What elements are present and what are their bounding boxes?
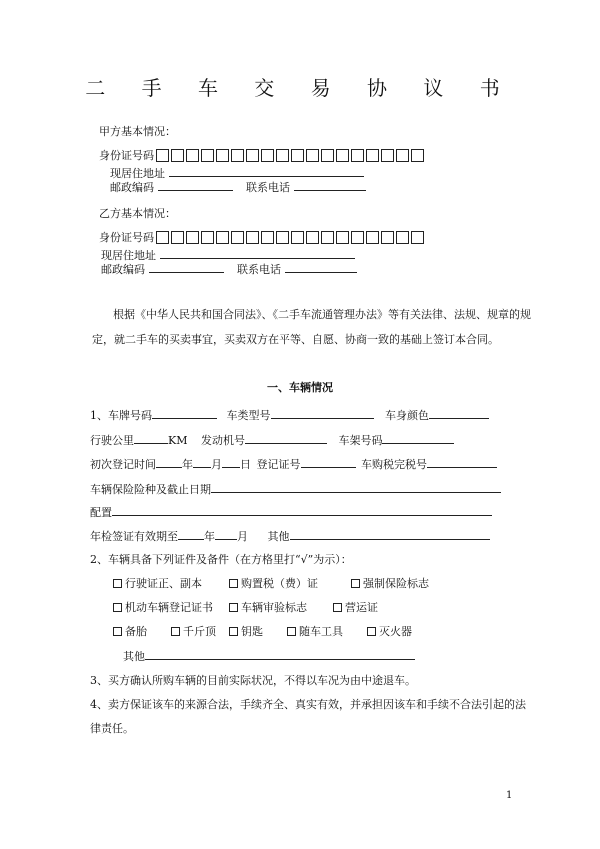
- reg-cert-label: 登记证号: [256, 458, 301, 471]
- checklist-item[interactable]: 车辆审验标志: [229, 599, 333, 615]
- vehicle-row-2: [90, 431, 454, 448]
- party-a-heading: 甲方基本情况：: [99, 125, 176, 138]
- party-a-address-label: 现居住地址: [110, 167, 165, 180]
- tax-field[interactable]: [427, 455, 497, 468]
- checkbox-icon[interactable]: [171, 627, 180, 636]
- checkbox-icon[interactable]: [229, 579, 238, 588]
- item-1-prefix: 1、: [90, 409, 108, 422]
- checkbox-icon[interactable]: [367, 627, 376, 636]
- intro-line-2: 定，就二手车的买卖事宜，买卖双方在平等、自愿、协商一致的基础上签订本合同。: [92, 333, 499, 346]
- party-b-id-boxes[interactable]: [156, 231, 426, 244]
- plate-label: 车牌号码: [108, 409, 152, 422]
- first-reg-month-field[interactable]: [193, 455, 211, 468]
- party-a-phone-field[interactable]: [294, 178, 366, 191]
- frame-label: 车架号码: [338, 434, 383, 447]
- mileage-unit: KM: [168, 434, 188, 447]
- type-field[interactable]: [271, 406, 374, 419]
- type-label: 车类型号: [226, 409, 271, 422]
- party-a-postcode-field[interactable]: [158, 178, 233, 191]
- checklist-other-field[interactable]: [145, 647, 415, 660]
- checklist-item[interactable]: 随车工具: [287, 623, 367, 639]
- year-label: 年: [182, 458, 193, 471]
- checkbox-icon[interactable]: [287, 627, 296, 636]
- tax-label: 车购税完税号: [361, 458, 427, 471]
- checkbox-icon[interactable]: [113, 627, 122, 636]
- annual-year-label: 年: [204, 530, 215, 543]
- insurance-label: 车辆保险险种及截止日期: [90, 483, 211, 496]
- item-4-line-1: 4、卖方保证该车的来源合法，手续齐全、真实有效，并承担因该车和手续不合法引起的法: [90, 698, 526, 711]
- checkbox-icon[interactable]: [113, 603, 122, 612]
- mileage-field[interactable]: [134, 431, 168, 444]
- first-reg-year-field[interactable]: [156, 455, 182, 468]
- color-field[interactable]: [429, 406, 489, 419]
- checklist-item[interactable]: 购置税（费）证: [229, 575, 351, 591]
- party-b-postcode-label: 邮政编码: [101, 263, 145, 276]
- checklist-row-1: [113, 575, 429, 591]
- checkbox-icon[interactable]: [229, 603, 238, 612]
- vehicle-row-5: [90, 503, 492, 520]
- intro-line-1: 根据《中华人民共和国合同法》、《二手车流通管理办法》等有关法律、法规、规章的规: [113, 308, 531, 321]
- checklist-item[interactable]: 机动车辆登记证书: [113, 599, 229, 615]
- checklist-item[interactable]: 行驶证正、副本: [113, 575, 229, 591]
- frame-field[interactable]: [382, 431, 454, 444]
- checklist-other-label: 其他: [123, 650, 145, 663]
- color-label: 车身颜色: [385, 409, 429, 422]
- item-3-text: 3、买方确认所购车辆的目前实际状况，不得以车况为由中途退车。: [90, 674, 416, 687]
- checkbox-icon[interactable]: [351, 579, 360, 588]
- item-2-text: 2、车辆具备下列证件及备件（在方格里打“√”为示）：: [90, 553, 352, 566]
- party-b-address-label: 现居住地址: [101, 249, 156, 262]
- vehicle-row-6: [90, 527, 490, 544]
- party-a-phone-label: 联系电话: [246, 181, 290, 194]
- engine-label: 发动机号: [200, 434, 245, 447]
- month-label: 月: [211, 458, 222, 471]
- annual-month-field[interactable]: [215, 527, 237, 540]
- insurance-field[interactable]: [211, 480, 501, 493]
- mileage-label: 行驶公里: [90, 434, 134, 447]
- vehicle-row-4: [90, 480, 501, 497]
- checklist-other-row: [123, 647, 415, 664]
- checklist-item[interactable]: 营运证: [333, 599, 378, 615]
- annual-label: 年检签证有效期至: [90, 530, 178, 543]
- party-a-id-boxes[interactable]: [156, 149, 426, 162]
- config-field[interactable]: [112, 503, 492, 516]
- engine-field[interactable]: [245, 431, 327, 444]
- checklist-item[interactable]: 灭火器: [367, 623, 412, 639]
- party-b-phone-label: 联系电话: [237, 263, 281, 276]
- vehicle-row-1: [90, 406, 489, 423]
- vehicle-row-3: [90, 455, 497, 472]
- party-b-contact-row: [101, 260, 357, 277]
- party-b-heading: 乙方基本情况：: [99, 207, 176, 220]
- annual-month-label: 月: [237, 530, 248, 543]
- checklist-item[interactable]: 强制保险标志: [351, 575, 429, 591]
- party-a-id-label: 身份证号码: [99, 149, 154, 162]
- annual-year-field[interactable]: [178, 527, 204, 540]
- item-4-line-2: 律责任。: [90, 722, 134, 735]
- party-a-id-row: [99, 147, 426, 163]
- config-label: 配置: [90, 506, 112, 519]
- party-a-contact-row: [110, 178, 366, 195]
- checklist-row-2: [113, 599, 378, 615]
- other-label: 其他: [267, 530, 290, 543]
- party-b-postcode-field[interactable]: [149, 260, 224, 273]
- checkbox-icon[interactable]: [333, 603, 342, 612]
- other-field[interactable]: [290, 527, 490, 540]
- section-1-title: 一、车辆情况: [267, 381, 333, 394]
- day-label: 日: [240, 458, 251, 471]
- party-a-address-field[interactable]: [169, 164, 364, 177]
- party-b-id-row: [99, 229, 426, 245]
- checklist-item[interactable]: 钥匙: [229, 623, 287, 639]
- checkbox-icon[interactable]: [113, 579, 122, 588]
- party-b-phone-field[interactable]: [285, 260, 357, 273]
- reg-cert-field[interactable]: [301, 455, 356, 468]
- checklist-item[interactable]: 备胎: [113, 623, 171, 639]
- party-b-address-field[interactable]: [160, 246, 355, 259]
- checkbox-icon[interactable]: [229, 627, 238, 636]
- page-number: 1: [506, 790, 513, 801]
- plate-field[interactable]: [152, 406, 217, 419]
- first-reg-label: 初次登记时间: [90, 458, 156, 471]
- first-reg-day-field[interactable]: [222, 455, 240, 468]
- party-b-id-label: 身份证号码: [99, 231, 154, 244]
- checklist-row-3: [113, 623, 412, 639]
- party-a-postcode-label: 邮政编码: [110, 181, 154, 194]
- document-title: 二 手 车 交 易 协 议 书: [85, 76, 515, 100]
- checklist-item[interactable]: 千斤顶: [171, 623, 229, 639]
